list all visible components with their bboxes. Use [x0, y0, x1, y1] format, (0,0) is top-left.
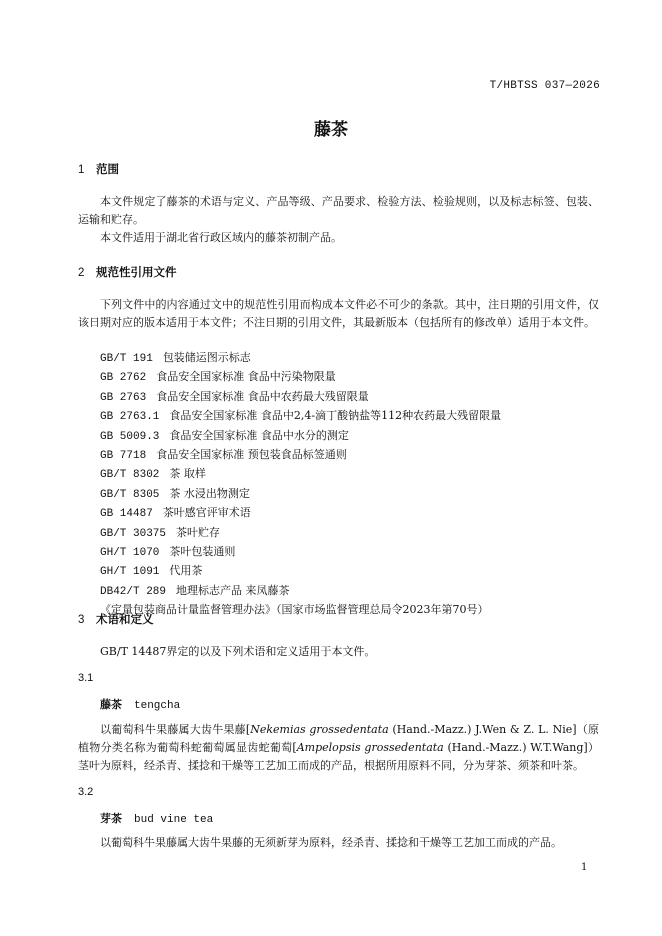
page-title: 藤茶 — [314, 120, 348, 140]
reference-name: 茶 取样 — [169, 467, 206, 481]
reference-code: GB/T 8302 — [100, 469, 160, 482]
reference-name: 食品安全国家标准 食品中2,4-滴丁酸钠盐等112种农药最大残留限量 — [169, 409, 502, 423]
latin-name: Nekemias grossedentata — [250, 723, 389, 736]
term-definition: 以葡萄科牛果藤属大齿牛果藤的无须新芽为原料，经杀青、揉捻和干燥等工艺加工而成的产品。 — [100, 836, 562, 849]
reference-code: GH/T 1070 — [100, 547, 160, 560]
reference-item — [100, 504, 501, 523]
term-chinese: 芽茶 — [100, 812, 122, 825]
section-title: 术语和定义 — [96, 614, 154, 626]
terms-intro: GB/T 14487界定的以及下列术语和定义适用于本文件。 — [100, 645, 376, 658]
reference-name: 食品安全国家标准 预包装食品标签通则 — [156, 448, 347, 462]
reference-code: GB 14487 — [100, 508, 153, 521]
reference-item — [100, 407, 501, 426]
reference-item — [100, 349, 501, 368]
reference-item — [100, 446, 501, 465]
reference-name: 茶叶感官评审术语 — [162, 506, 251, 520]
section-heading-scope — [78, 161, 119, 177]
term-heading — [100, 810, 213, 826]
scope-paragraph: 本文件适用于湖北省行政区域内的藤茶初制产品。 — [100, 231, 342, 244]
reference-item — [100, 368, 501, 387]
term-number: 3.2 — [78, 786, 94, 798]
section-number: 1 — [78, 164, 85, 176]
reference-name: 茶叶贮存 — [176, 525, 221, 539]
reference-code: GB 7718 — [100, 450, 147, 463]
reference-name: 食品安全国家标准 食品中农药最大残留限量 — [156, 389, 369, 403]
page-number: 1 — [581, 862, 588, 873]
section-title: 规范性引用文件 — [96, 267, 177, 279]
reference-name: 包装储运图示标志 — [162, 351, 251, 364]
section-title: 范围 — [96, 164, 119, 176]
term-definition: 以葡萄科牛果藤属大齿牛果藤[Nekemias grossedentata (Hand.-Mazz.) J.Wen & Z. L. Nie]（原植物分类名称为葡萄科蛇葡萄属显齿蛇葡萄[Ampelopsis grossedentata (Hand.-Mazz.) W.T.Wang]）茎叶为原料，经杀青、揉捻和干燥等工艺加工而成的产品，根据所用原料不同，分为芽茶、须茶和叶茶。 — [78, 723, 599, 772]
term-chinese: 藤茶 — [100, 698, 122, 711]
reference-item — [100, 388, 501, 407]
reference-item — [100, 601, 501, 619]
section-heading-terms — [78, 611, 154, 627]
reference-item — [100, 582, 501, 601]
reference-item — [100, 543, 501, 562]
reference-name: 代用茶 — [169, 564, 203, 578]
latin-name: Ampelopsis grossedentata — [296, 741, 444, 754]
reference-code: GB/T 30375 — [100, 527, 167, 540]
reference-code: GB 2763 — [100, 391, 147, 404]
reference-list — [100, 349, 501, 620]
reference-code: GB/T 8305 — [100, 488, 160, 501]
reference-name: 《定量包装商品计量监督管理办法》（国家市场监督管理总局令2023年第70号） — [100, 603, 489, 617]
reference-name: 茶 水浸出物测定 — [169, 486, 250, 500]
document-id: T/HBTSS 037—2026 — [489, 80, 600, 92]
term-number: 3.1 — [78, 672, 94, 684]
section-heading-normative — [78, 264, 177, 280]
reference-code: GB 2762 — [100, 372, 147, 385]
reference-item — [100, 485, 501, 504]
reference-name: 地理标志产品 来凤藤茶 — [176, 583, 290, 597]
term-english: tengcha — [134, 700, 181, 712]
normative-intro: 下列文件中的内容通过文中的规范性引用而构成本文件必不可少的条款。其中，注日期的引用文件，仅该日期对应的版本适用于本文件；不注日期的引用文件，其最新版本（包括所有的修改单）适用于本文件。 — [78, 298, 599, 329]
reference-code: GH/T 1091 — [100, 566, 160, 579]
reference-item — [100, 427, 501, 446]
reference-name: 食品安全国家标准 食品中水分的测定 — [169, 428, 349, 442]
reference-code: GB 2763.1 — [100, 411, 160, 424]
reference-name: 食品安全国家标准 食品中污染物限量 — [156, 370, 336, 384]
term-heading — [100, 696, 180, 712]
reference-code: DB42/T 289 — [100, 585, 167, 598]
section-number: 3 — [78, 614, 85, 626]
scope-paragraph: 本文件规定了藤茶的术语与定义、产品等级、产品要求、检验方法、检验规则，以及标志标签、包装、运输和贮存。 — [78, 195, 599, 226]
term-english: bud vine tea — [134, 814, 214, 826]
reference-name: 茶叶包装通则 — [169, 545, 236, 559]
reference-item — [100, 562, 501, 581]
reference-code: GB/T 191 — [100, 353, 153, 365]
reference-item — [100, 524, 501, 543]
section-number: 2 — [78, 267, 85, 279]
reference-code: GB 5009.3 — [100, 430, 160, 443]
reference-item — [100, 465, 501, 484]
